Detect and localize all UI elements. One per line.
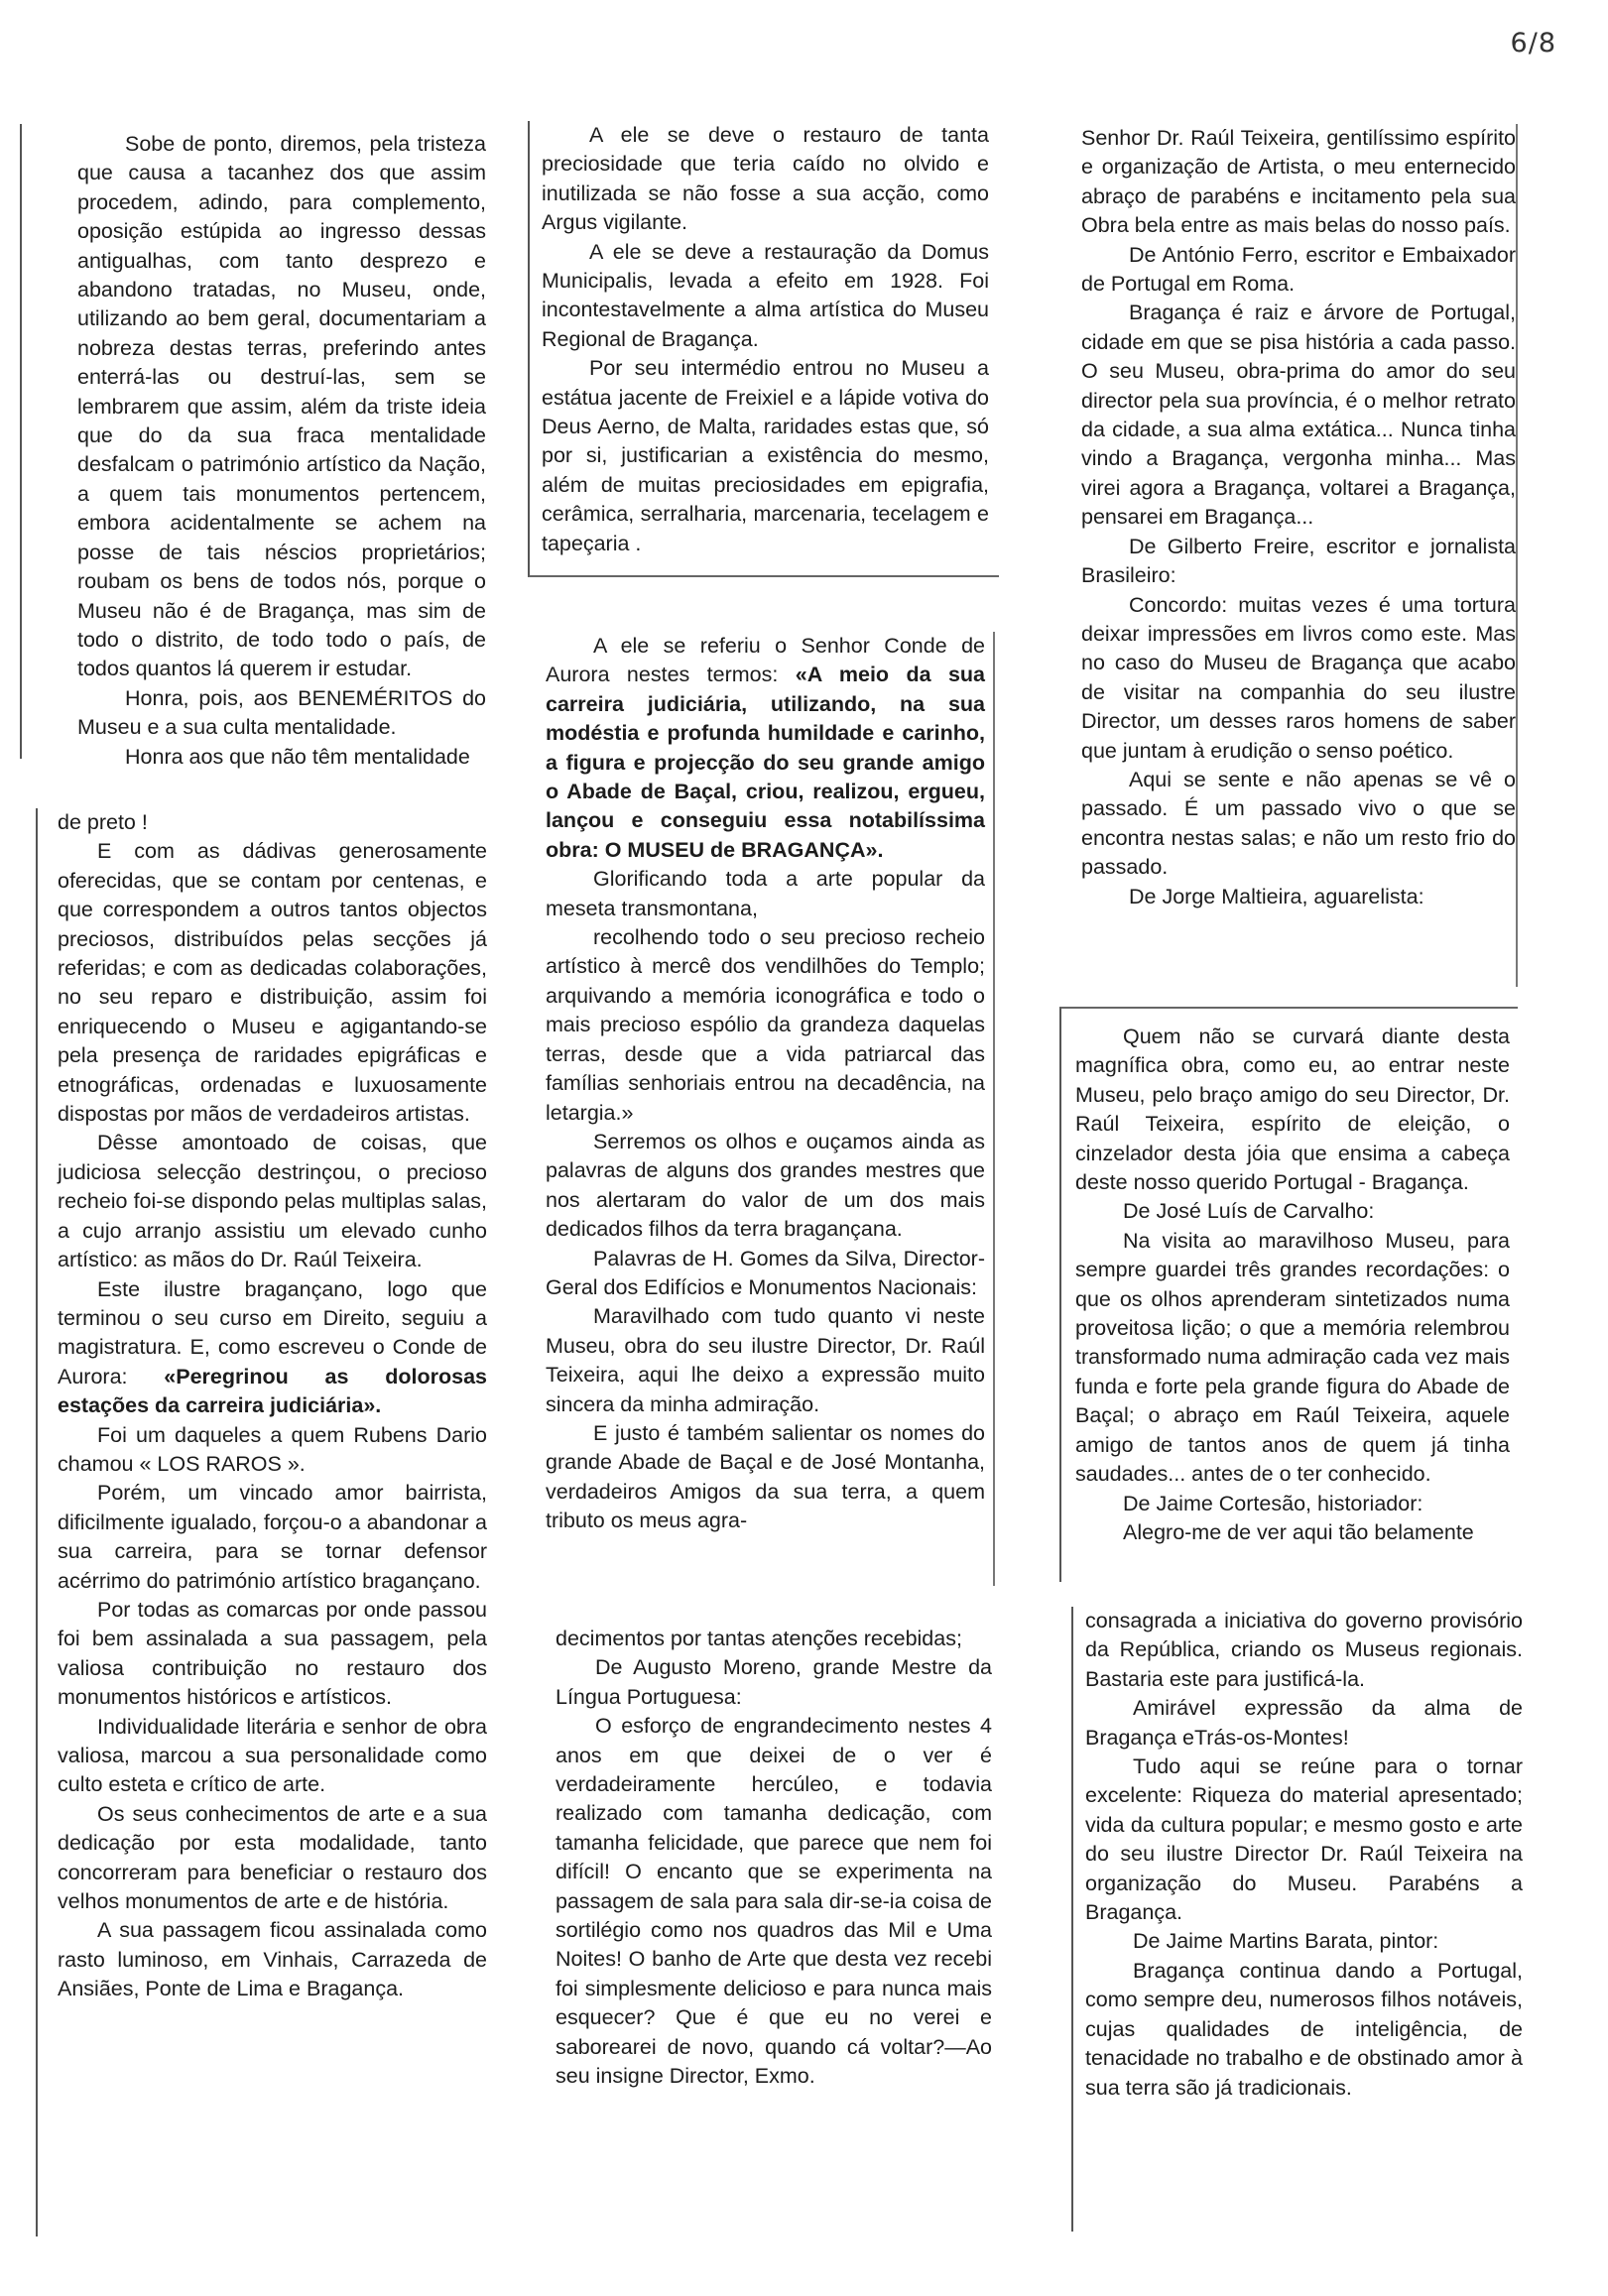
clipping-col3-b (1059, 1007, 1518, 1582)
paragraph: A ele se deve a restauração da Domus Municipalis, levada a efeito em 1928. Foi incontestavelmente a alma artística do Museu Regional de Bragança. (542, 239, 989, 351)
paragraph: recolhendo todo o seu precioso recheio artístico à mercê dos vendilhões do Templo; arquivando a memória iconográfica e todo o mais precioso espólio da grandeza daquelas terras, desde que a vida patriarcal das famílias senhoriais entrou na decadência, na letargia.» (546, 925, 985, 1125)
paragraph: Individualidade literária e senhor de obra valiosa, marcou a sua personalidade como culto esteta e crítico de arte. (58, 1714, 487, 1797)
clipping-col2-c (556, 1625, 992, 2230)
paragraph: A ele se deve o restauro de tanta preciosidade que teria caído no olvido e inutilizada se não fosse a sua acção, como Argus vigilante. (542, 123, 989, 235)
text-span: Este ilustre bragançano, logo que terminou o seu curso em Direito, seguiu a magistratura. E, como escreveu o Conde de Aurora: (58, 1276, 487, 1389)
paragraph: De Jaime Cortesão, historiador: (1123, 1491, 1423, 1515)
paragraph: Quem não se curvará diante desta magnífica obra, como eu, ao entrar neste Museu, pelo braço amigo do seu Director, Dr. Raúl Teixeira, espírito de eleição, o cinzelador desta jóia que ensima a cabeça deste nosso querido Portugal - Bragança. (1075, 1025, 1510, 1195)
paragraph: Maravilhado com tudo quanto vi neste Museu, obra do seu ilustre Director, Dr. Raúl Teixeira, aqui lhe deixo a expressão muito sincera da minha admiração. (546, 1304, 985, 1416)
paragraph: De Augusto Moreno, grande Mestre da Língua Portuguesa: (556, 1655, 992, 1709)
paragraph (546, 632, 985, 865)
paragraph: Aqui se sente e não apenas se vê o passado. É um passado vivo o que se encontra nestas salas; e não um resto frio do passado. (1081, 767, 1516, 880)
paragraph: de preto ! (58, 810, 148, 834)
paragraph: Amirável expressão da alma de Bragança eTrás-os-Montes! (1085, 1696, 1523, 1750)
paragraph: O esforço de engrandecimento nestes 4 anos em que deixei de o ver é verdadeiramente hercúleo, e todavia realizado com tamanha dedicação, com tamanha felicidade, que parece que nem foi difícil! O encanto que se experimenta na passagem de sala para sala dir-se-ia coisa de sortilégio como nos quadros das Mil e Uma Noites! O banho de Arte que desta vez recebi foi simplesmente delicioso e para nunca mais esquecer? Que é que eu no verei e saborearei de novo, quando cá voltar?—Ao seu insigne Director, Exmo. (556, 1714, 992, 2089)
clipping-col1-a (20, 124, 486, 769)
quote-span: «A meio da sua carreira judiciária, utilizando, na sua modéstia e profunda humildade e carinho, a figura e projecção do seu grande amigo o Abade de Baçal, criou, realizou, ergueu, lançou e conseguiu essa notabilíssima obra: O MUSEU de BRAGANÇA». (546, 663, 985, 862)
paragraph: Por todas as comarcas por onde passou foi bem assinalada a sua passagem, pela valiosa contribuição no restauro dos monumentos históricos e artísticos. (58, 1597, 487, 1710)
paragraph: De António Ferro, escritor e Embaixador de Portugal em Roma. (1081, 242, 1516, 297)
paragraph: De Jaime Martins Barata, pintor: (1133, 1929, 1439, 1954)
paragraph: consagrada a iniciativa do governo provisório da República, criando os Museus regionais. Bastaria este para justificá-la. (1085, 1609, 1523, 1691)
clipping-col3-a (1071, 124, 1518, 987)
paragraph: Porém, um vincado amor bairrista, dificilmente igualado, forçou-o a abandonar a sua carreira, para se tornar defensor acérrimo do património artístico bragançano. (58, 1481, 487, 1593)
paragraph (58, 1275, 487, 1421)
paragraph: Bragança continua dando a Portugal, como sempre deu, numerosos filhos notáveis, cujas qualidades de inteligência, de tenacidade no trabalho e de obstinado amor à sua terra são já tradicionais. (1085, 1958, 1523, 2100)
paragraph: Senhor Dr. Raúl Teixeira, gentilíssimo espírito e organização de Artista, o meu enternecido abraço de parabéns e incitamento pela sua Obra bela entre as mais belas do nosso país. (1081, 126, 1516, 238)
paragraph: Alegro-me de ver aqui tão belamente (1123, 1519, 1474, 1544)
paragraph: Bragança é raiz e árvore de Portugal, cidade em que se pisa história a cada passo. O seu Museu, obra-prima do amor do seu director pela sua província, é o melhor retrato da cidade, a sua alma extática... Nunca tinha vindo a Bragança, vergonha minha... Mas virei agora a Bragança, voltarei a Bragança, pensarei em Bragança... (1081, 301, 1516, 530)
paragraph: E com as dádivas generosamente oferecidas, que se contam por centenas, e que correspondem a outros tantos objectos preciosos, distribuídos pelas secções já referidas; e com as dedicadas colaborações, no seu reparo e distribuição, assim foi enriquecendo o Museu e agigantando-se pela presença de raridades epigráficas e etnográficas, ordenadas e luxuosamente dispostas por mãos de verdadeiros artistas. (58, 839, 487, 1127)
page-number: 6/8 (1510, 28, 1556, 59)
paragraph: Tudo aqui se reúne para o tornar excelente: Riqueza do material apresentado; vida da cultura popular; e mesmo gosto e arte do seu ilustre Director Dr. Raúl Teixeira na organização do Museu. Parabéns a Bragança. (1085, 1754, 1523, 1925)
paragraph: Por seu intermédio entrou no Museu a estátua jacente de Freixiel e a lápide votiva do Deus Aerno, de Malta, raridades estas que, só por si, justificarian a existência do mesmo, além de muitas preciosidades em epigrafia, cerâmica, serralharia, marcenaria, tecelagem e tapeçaria . (542, 356, 989, 555)
paragraph: Sobe de ponto, diremos, pela tristeza que causa a tacanhez dos que assim procedem, adindo, para complemento, oposição estúpida ao ingresso dessas antigualhas, com tanto desprezo e abandono tratadas, no Museu, onde, utilizando ao bem geral, documentariam a nobreza destas terras, preferindo antes enterrá-las ou destruí-las, sem se lembrarem que assim, além da triste ideia que do da sua fraca mentalidade desfalcam o património artístico da Nação, a quem tais monumentos pertencem, embora acidentalmente se achem na posse de tais néscios proprietários; roubam os bens de todos nós, porque o Museu não é de Bragança, mas sim de todo o distrito, de todo todo o país, de todos quantos lá querem ir estudar. (77, 132, 486, 681)
paragraph: De Gilberto Freire, escritor e jornalista Brasileiro: (1081, 534, 1516, 588)
paragraph: Concordo: muitas vezes é uma tortura deixar impressões em livros como este. Mas no caso do Museu de Bragança que acabo de visitar na companhia do seu ilustre Director, um desses raros homens de saber que juntam à erudição o senso poético. (1081, 592, 1516, 763)
paragraph: Os seus conhecimentos de arte e a sua dedicação por esta modalidade, tanto concorreram para beneficiar o restauro dos velhos monumentos de arte e de história. (58, 1801, 487, 1914)
paragraph: Foi um daqueles a quem Rubens Dario chamou « LOS RAROS ». (58, 1422, 487, 1476)
clipping-col2-b (536, 632, 995, 1586)
paragraph: De José Luís de Carvalho: (1123, 1199, 1375, 1224)
paragraph: A sua passagem ficou assinalada como rasto luminoso, em Vinhais, Carrazeda de Ansiães, Ponte de Lima e Bragança. (58, 1918, 487, 2001)
paragraph: Honra, pois, aos BENEMÉRITOS do Museu e a sua culta mentalidade. (77, 685, 486, 740)
paragraph: Na visita ao maravilhoso Museu, para sempre guardei três grandes recordações: o que os olhos aprenderam sintetizados numa proveitosa lição; o que a memória relembrou transformado numa admiração cada vez mais funda e forte pela grande figura do Abade de Baçal; o abraço em Raúl Teixeira, aquele amigo de tantos anos de quem já tinha saudades... antes de o ter conhecido. (1075, 1228, 1510, 1487)
paragraph: decimentos por tantas atenções recebidas; (556, 1627, 962, 1650)
text-span: A ele se referiu o Senhor Conde de Aurora nestes termos: (546, 634, 985, 687)
clipping-col1-b (36, 808, 487, 2236)
paragraph: Honra aos que não têm mentalidade (125, 744, 470, 769)
clipping-col2-a (528, 121, 999, 577)
clipping-col3-c (1071, 1607, 1523, 2232)
paragraph: Palavras de H. Gomes da Silva, Director-Geral dos Edifícios e Monumentos Nacionais: (546, 1246, 985, 1299)
paragraph: Serremos os olhos e ouçamos ainda as palavras de alguns dos grandes mestres que nos alertaram do valor de um dos mais dedicados filhos da terra bragançana. (546, 1129, 985, 1242)
quote-span: «Peregrinou as dolorosas estações da carreira judiciária». (58, 1364, 487, 1418)
paragraph: De Jorge Maltieira, aguarelista: (1129, 884, 1424, 908)
paragraph: Dêsse amontoado de coisas, que judiciosa selecção destrinçou, o precioso recheio foi-se dispondo pelas multiplas salas, a cujo arranjo assistiu um elevado cunho artístico: as mãos do Dr. Raúl Teixeira. (58, 1131, 487, 1272)
paragraph: Glorificando toda a arte popular da meseta transmontana, (546, 867, 985, 920)
paragraph: E justo é também salientar os nomes do grande Abade de Baçal e de José Montanha, verdadeiros Amigos da sua terra, a quem tributo os meus agra- (546, 1420, 985, 1533)
